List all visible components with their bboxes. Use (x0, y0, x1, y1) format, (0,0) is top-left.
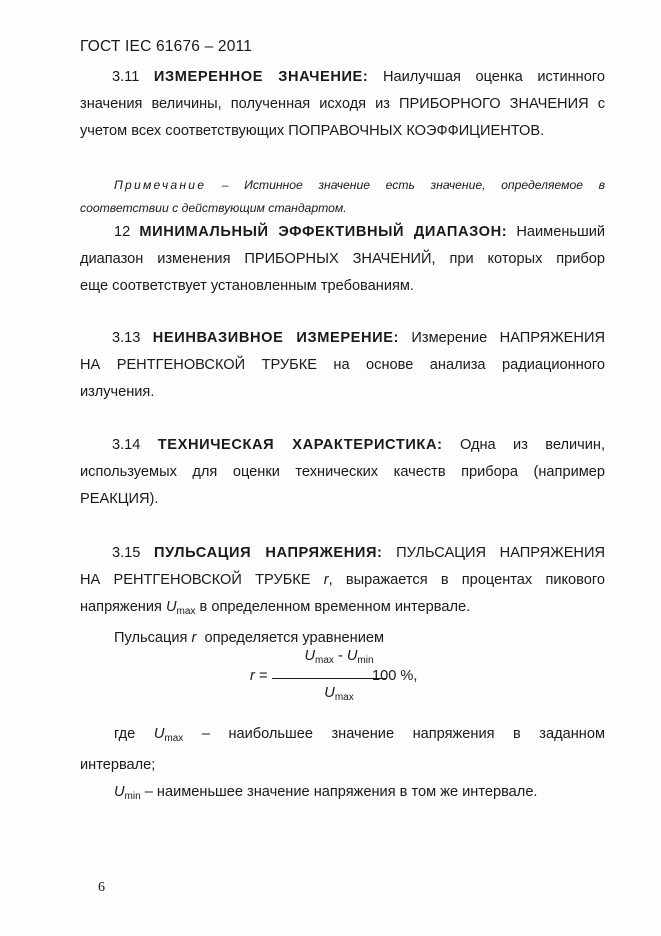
formula-lhs: r = (250, 668, 268, 684)
clause-number: 3.13 (112, 330, 141, 346)
clause-note: Примечание – Истинное значение есть значение, определяемое в соответствии с действующим стандартом. (80, 178, 606, 215)
clause-term: ИЗМЕРЕННОЕ ЗНАЧЕНИЕ: (153, 69, 369, 85)
page-number: 6 (98, 880, 105, 895)
clause-3-15: 3.15 ПУЛЬСАЦИЯ НАПРЯЖЕНИЯ: ПУЛЬСАЦИЯ НАПРЯЖЕНИЯ НА РЕНТГЕНОВСКОЙ ТРУБКЕ r, выражается в процентах пикового напряжения $U_{max}$ в определенном временном интервале. Пульсация r определяется уравнением (80, 545, 605, 646)
clause-term: МИНИМАЛЬНЫЙ ЭФФЕКТИВНЫЙ ДИАПАЗОН: (139, 224, 508, 240)
ripple-formula (250, 648, 450, 712)
clause-number: 12 (114, 224, 131, 240)
standard-header: ГОСТ IEC 61676 – 2011 (80, 38, 253, 55)
clause-number: 3.14 (112, 437, 141, 453)
clause-3-14: 3.14 ТЕХНИЧЕСКАЯ ХАРАКТЕРИСТИКА: Одна из величин, используемых для оценки технических качеств прибора (например РЕАКЦИЯ). (80, 437, 606, 507)
fraction-bar (272, 678, 386, 679)
clause-3-11: 3.11 ИЗМЕРЕННОЕ ЗНАЧЕНИЕ: Наилучшая оценка истинного значения величины, полученная исходя из ПРИБОРНОГО ЗНАЧЕНИЯ с учетом всех соответствующих ПОПРАВОЧНЫХ КОЭФФИЦИЕНТОВ. (80, 69, 605, 139)
formula-explanation: где $U_{max}$ – наибольшее значение напряжения в заданном интервале; $U_{min}$ – наименьшее значение напряжения в том же интервале. (80, 726, 605, 802)
formula-numerator: $U_{max} - U_{min}$ (304, 648, 374, 666)
formula-denominator: $U_{max}$ (324, 685, 354, 703)
clause-number: 3.15 (112, 545, 141, 561)
clause-3-13: 3.13 НЕИНВАЗИВНОЕ ИЗМЕРЕНИЕ: Измерение НАПРЯЖЕНИЯ НА РЕНТГЕНОВСКОЙ ТРУБКЕ на основе анализа радиационного излучения. (80, 330, 605, 400)
clause-term: ПУЛЬСАЦИЯ НАПРЯЖЕНИЯ: (154, 545, 383, 561)
clause-term: НЕИНВАЗИВНОЕ ИЗМЕРЕНИЕ: (152, 330, 400, 346)
note-label: Примечание (114, 178, 207, 192)
formula-rhs: 100 %, (372, 668, 418, 684)
clause-term: ТЕХНИЧЕСКАЯ ХАРАКТЕРИСТИКА: (157, 437, 443, 453)
clause-number: 3.11 (112, 69, 140, 85)
clause-3-12: 12 МИНИМАЛЬНЫЙ ЭФФЕКТИВНЫЙ ДИАПАЗОН: Наименьший диапазон изменения ПРИБОРНЫХ ЗНАЧЕНИЙ, при которых прибор еще соответствует установленным требованиям. (80, 224, 606, 294)
